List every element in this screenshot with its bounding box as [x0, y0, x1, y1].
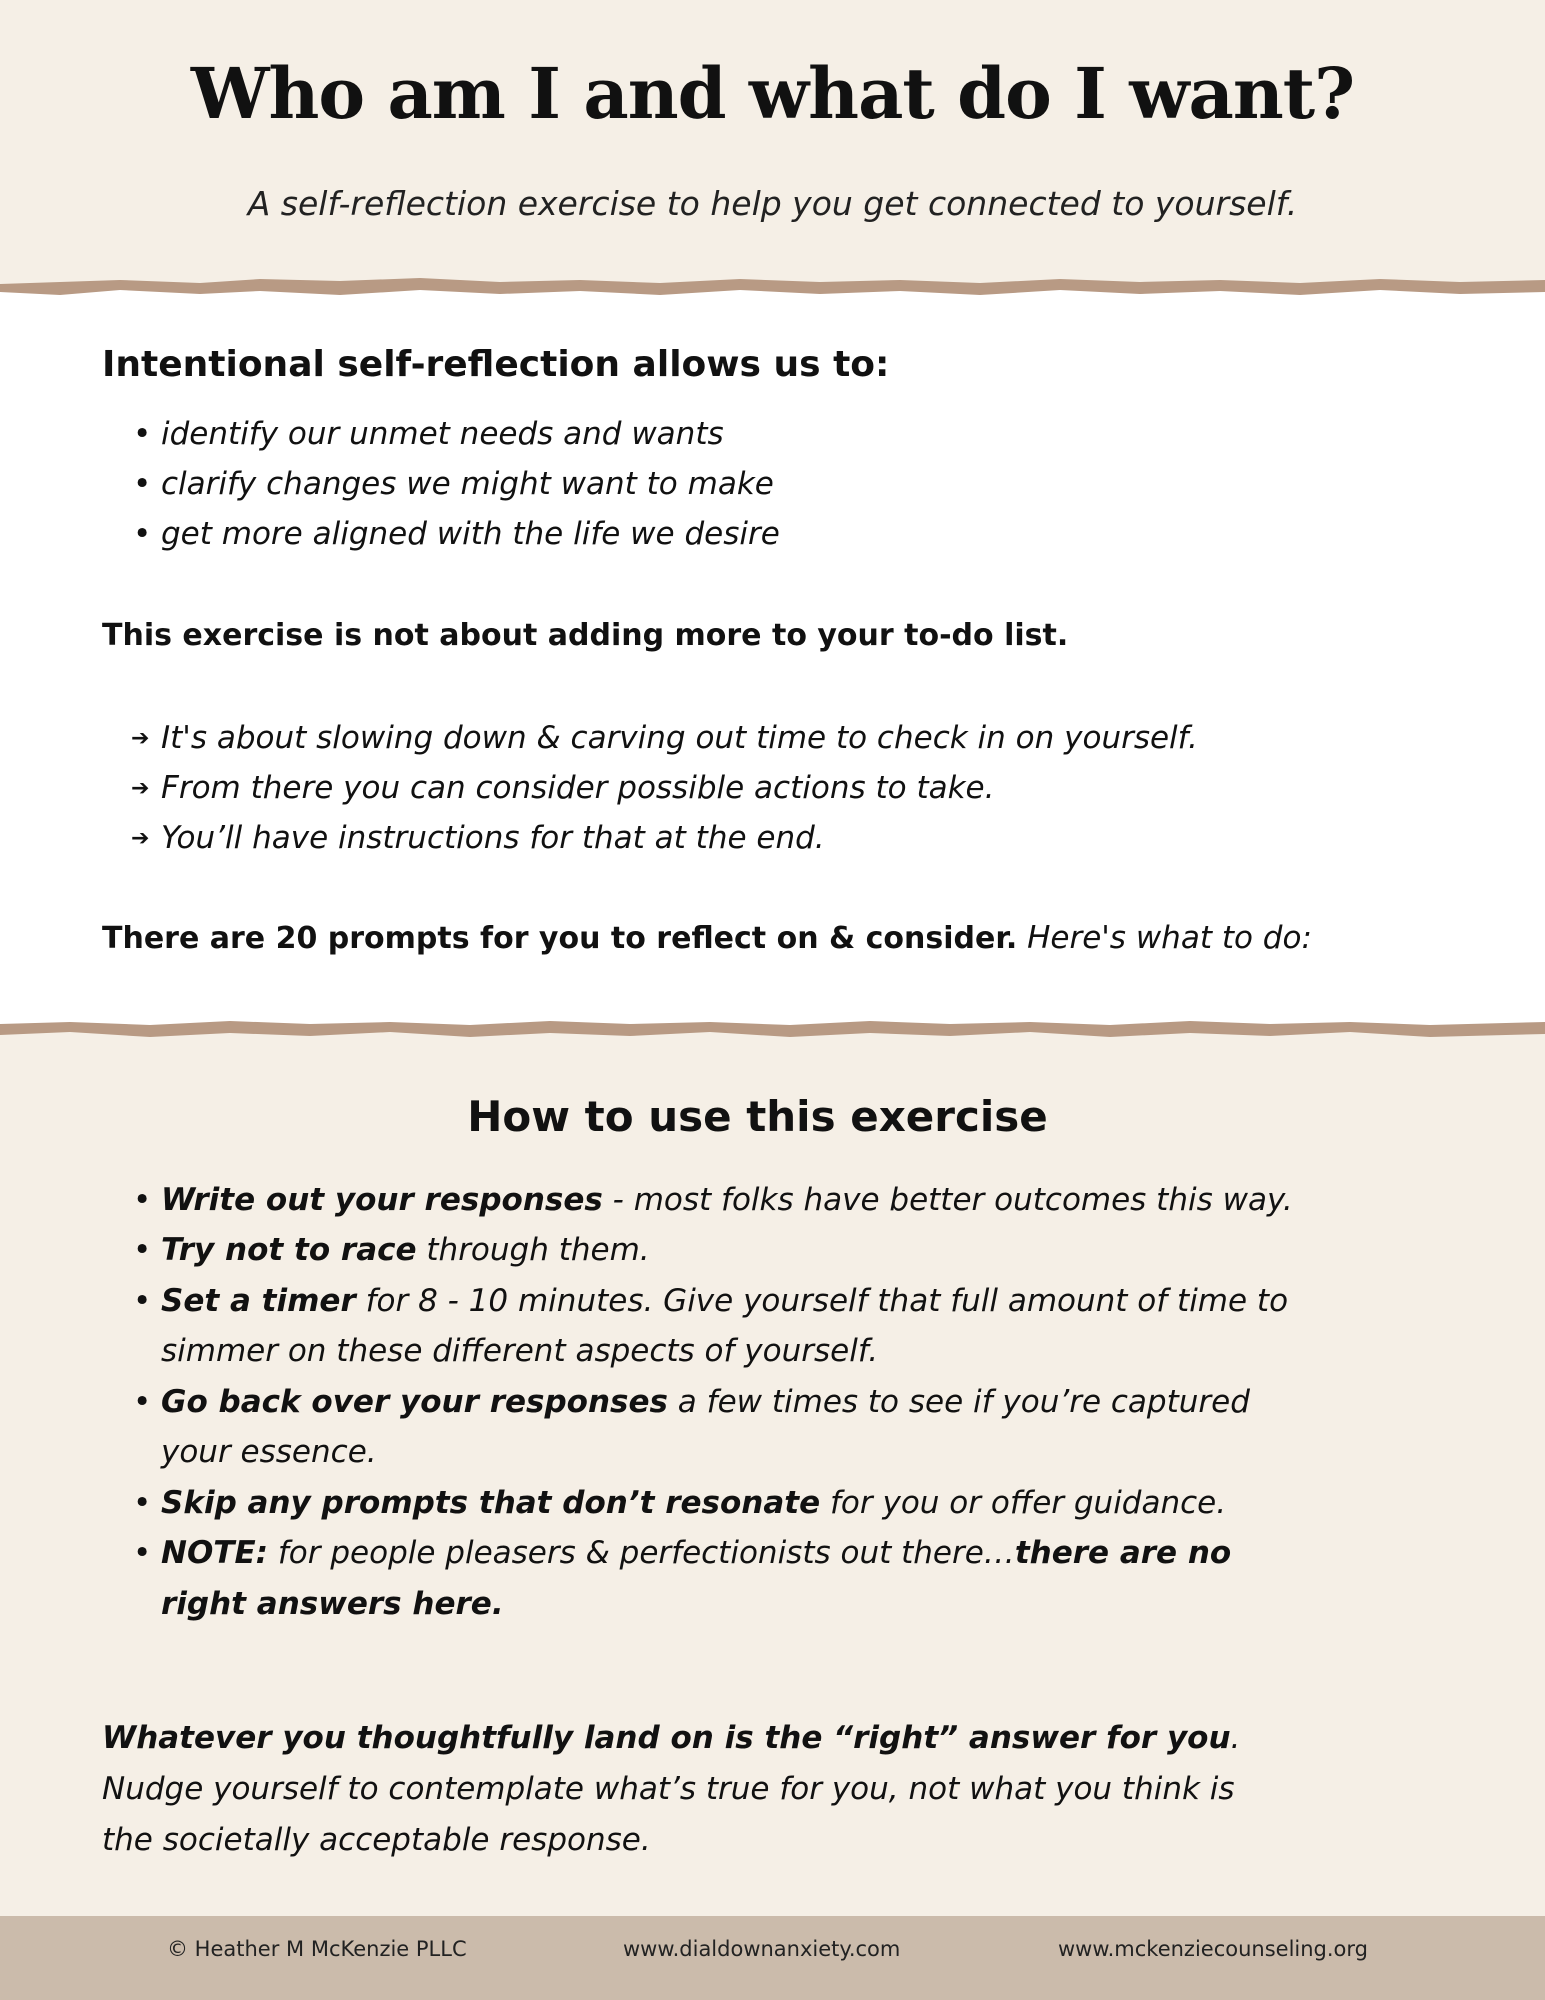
intro-heading: Intentional self-reflection allows us to: — [102, 344, 890, 385]
arrow-icon: ➔ — [131, 776, 150, 801]
list-item — [161, 1283, 1288, 1319]
text-span: for people pleasers & perfectionists out there… — [268, 1535, 1015, 1571]
intro-section — [0, 285, 1545, 1027]
list-item: • get more aligned with the life we desire — [161, 516, 780, 552]
arrow-item — [131, 820, 825, 856]
list-item-cont: your essence. — [161, 1434, 377, 1470]
text-span: It's about slowing down & carving out time to check in on yourself. — [161, 720, 1198, 756]
list-item — [161, 1232, 650, 1268]
closing-line: Nudge yourself to contemplate what’s true for you, not what you think is — [102, 1771, 1235, 1807]
list-item-cont: right answers here. — [161, 1586, 504, 1622]
text-span: for you or offer guidance. — [820, 1485, 1227, 1521]
torn-edge-divider — [0, 1016, 1545, 1040]
how-heading: How to use this exercise — [467, 1092, 1048, 1141]
closing-line: the societally acceptable response. — [102, 1822, 651, 1858]
arrow-item — [131, 770, 995, 806]
subtitle: A self-reflection exercise to help you get connected to yourself. — [247, 184, 1298, 223]
arrow-icon: ➔ — [131, 726, 150, 751]
text-span: Whatever you thoughtfully land on is the “right” answer for you — [102, 1720, 1231, 1756]
text-span: NOTE: — [161, 1535, 269, 1571]
list-item-cont: simmer on these different aspects of yourself. — [161, 1333, 879, 1369]
text-span: . — [1230, 1720, 1241, 1756]
website-link[interactable]: www.dialdownanxiety.com — [623, 1937, 901, 1961]
list-item: • identify our unmet needs and wants — [161, 416, 724, 452]
text-span: Try not to race — [161, 1232, 417, 1268]
text-span: Go back over your responses — [161, 1384, 668, 1420]
text-span: You’ll have instructions for that at the end. — [161, 820, 825, 856]
text-span: Set a timer — [161, 1283, 356, 1319]
page-title: Who am I and what do I want? — [190, 52, 1355, 135]
text-span: a few times to see if you’re captured — [667, 1384, 1250, 1420]
arrow-item — [131, 720, 1198, 756]
text-span: through them. — [416, 1232, 650, 1268]
list-item — [161, 1485, 1226, 1521]
copyright: © Heather M McKenzie PLLC — [167, 1937, 467, 1961]
text-span: - most folks have better outcomes this way. — [602, 1182, 1293, 1218]
prompts-line — [102, 920, 1312, 956]
text-span: There are 20 prompts for you to reflect on & consider. — [102, 921, 1018, 956]
list-item — [161, 1182, 1293, 1218]
website-link[interactable]: www.mckenziecounseling.org — [1058, 1937, 1368, 1961]
text-span: From there you can consider possible actions to take. — [161, 770, 995, 806]
arrow-icon: ➔ — [131, 826, 150, 851]
list-item — [161, 1535, 1231, 1571]
statement: This exercise is not about adding more to your to-do list. — [102, 618, 1069, 653]
closing-line — [102, 1720, 1240, 1756]
text-span: Skip any prompts that don’t resonate — [161, 1485, 821, 1521]
torn-edge-divider — [0, 274, 1545, 298]
text-span: Here's what to do: — [1017, 920, 1312, 956]
text-span: for 8 - 10 minutes. Give yourself that full amount of time to — [355, 1283, 1289, 1319]
list-item — [161, 1384, 1250, 1420]
list-item: • clarify changes we might want to make — [161, 466, 774, 502]
text-span: there are no — [1014, 1535, 1232, 1571]
text-span: Write out your responses — [161, 1182, 603, 1218]
